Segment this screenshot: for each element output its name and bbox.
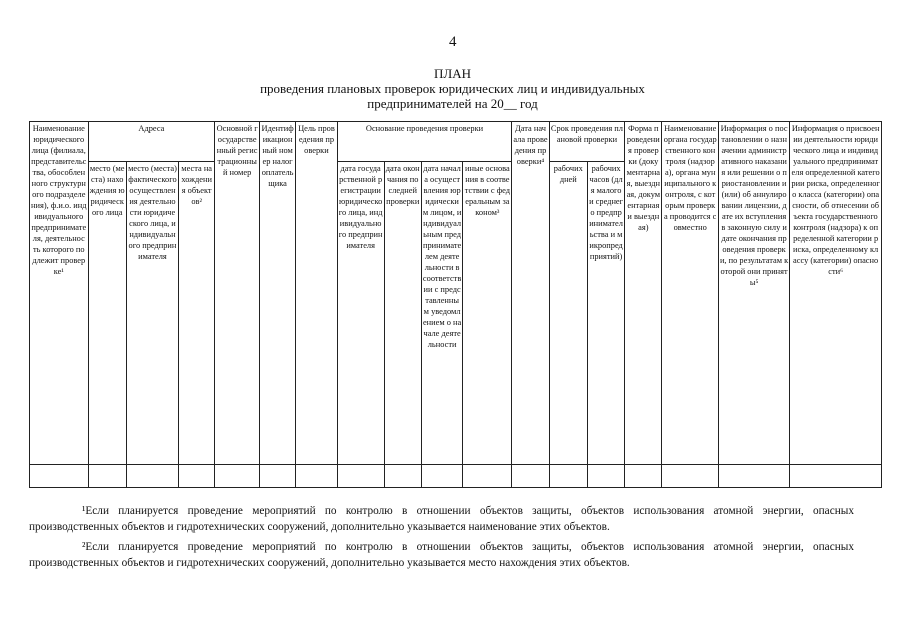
table-cell: [126, 465, 178, 488]
header-start-date: Дата начала проведения проверки⁴: [512, 122, 549, 465]
table-cell: [30, 465, 89, 488]
header-basis: Основание проведения проверки: [337, 122, 512, 162]
header-basis-activity-start: дата начала осуществления юридическим лицом, индивидуальным предпринимателем деятельности в соответствии с представленным уведомлением о начале деятельности: [421, 161, 463, 464]
title-line-3: предпринимателей на 20__ год: [367, 96, 538, 111]
header-purpose: Цель проведения проверки: [296, 122, 338, 465]
page-number: 4: [449, 34, 457, 50]
table-cell: [337, 465, 384, 488]
table-cell: [88, 465, 126, 488]
header-penalty-info: Информация о постановлении о назначении административного наказания или решении о приостановлении и (или) об аннулировании лицензии, дате их вступления в законную силу и дате окончания проведения проверки, по результатам которой они приняты⁵: [718, 122, 789, 465]
header-row-1: [30, 122, 882, 162]
header-address-activity: место (места) фактического осуществления деятельности юридического лица, индивидуального предпринимателя: [126, 161, 178, 464]
header-term: Срок проведения плановой проверки: [549, 122, 625, 162]
title-line-1: ПЛАН: [434, 66, 471, 81]
table-cell: [179, 465, 215, 488]
title-line-2: проведения плановых проверок юридических лиц и индивидуальных: [260, 81, 645, 96]
table-cell: [587, 465, 624, 488]
table-cell: [384, 465, 421, 488]
header-term-hours: рабочих часов (для малого и среднего предпринимательства и микропредприятий): [587, 161, 624, 464]
table-cell: [549, 465, 587, 488]
table-row: [30, 465, 882, 488]
table-cell: [463, 465, 512, 488]
table-cell: [790, 465, 882, 488]
table-cell: [718, 465, 789, 488]
header-form: Форма проведения проверки (документарная, выездная, документарная и выездная): [625, 122, 662, 465]
header-inn: Идентификационный номер налогоплательщика: [259, 122, 295, 465]
header-term-days: рабочих дней: [549, 161, 587, 464]
header-joint-authority: Наименование органа государственного контроля (надзора), органа муниципального контроля, с которым проверка проводится совместно: [662, 122, 718, 465]
footnotes: [29, 503, 854, 575]
header-addresses: Адреса: [88, 122, 215, 162]
header-basis-last-inspection: дата окончания последней проверки: [384, 161, 421, 464]
header-basis-registration: дата государственной регистрации юридического лица, индивидуального предпринимателя: [337, 161, 384, 464]
table-cell: [512, 465, 549, 488]
header-organization-name: Наименование юридического лица (филиала, представительства, обособленного структурного подразделения), ф.и.о. индивидуального предпринимателя, деятельность которого подлежит проверке¹: [30, 122, 89, 465]
footnote-2: ²Если планируется проведение мероприятий по контролю в отношении объектов защиты, объектов использования атомной энергии, опасных производственных объектов и гидротехнических сооружений, дополнительно указывается место нахождения этих объектов.: [29, 541, 854, 569]
header-basis-other: иные основания в соответствии с федеральным законом³: [463, 161, 512, 464]
header-address-location: место (места) нахождения юридического лица: [88, 161, 126, 464]
footnote-1: ¹Если планируется проведение мероприятий по контролю в отношении объектов защиты, объектов использования атомной энергии, опасных производственных объектов и гидротехнических сооружений, дополнительно указывается наименование этих объектов.: [29, 505, 854, 533]
table-cell: [625, 465, 662, 488]
table-cell: [662, 465, 718, 488]
inspection-plan-table: [29, 121, 882, 488]
table-cell: [421, 465, 463, 488]
header-ogrn: Основной государственный регистрационный номер: [215, 122, 260, 465]
document-title: [0, 66, 905, 111]
table-cell: [259, 465, 295, 488]
table-cell: [296, 465, 338, 488]
table-cell: [215, 465, 260, 488]
header-address-objects: места нахождения объектов²: [179, 161, 215, 464]
header-risk-category: Информация о присвоении деятельности юридического лица и индивидуального предпринимателя определенной категории риска, определенного класса (категории) опасности, об отнесении объекта государственного контроля (надзора) к определенной категории риска, определенному классу (категории) опасности⁶: [790, 122, 882, 465]
